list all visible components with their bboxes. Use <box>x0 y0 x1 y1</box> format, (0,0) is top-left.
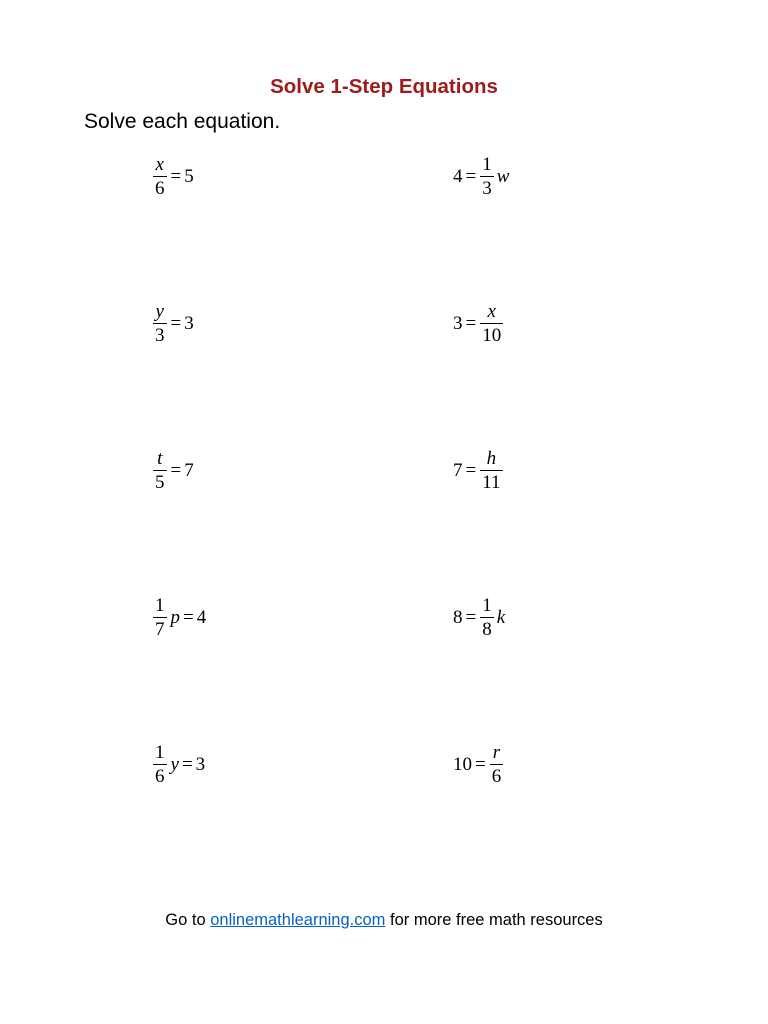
worksheet-title: Solve 1-Step Equations <box>270 75 498 98</box>
equals-sign: = <box>465 607 477 628</box>
denominator: 3 <box>155 325 165 346</box>
fraction <box>153 155 167 198</box>
equals-sign: = <box>475 754 486 775</box>
denominator: 7 <box>155 619 165 640</box>
left-side: 3 <box>453 313 463 334</box>
left-side: 10 <box>453 754 472 775</box>
numerator: 1 <box>155 595 165 616</box>
equals-sign: = <box>181 754 193 775</box>
fraction <box>480 596 494 639</box>
equation-right-3 <box>453 449 504 492</box>
denominator: 11 <box>482 472 501 493</box>
denominator: 6 <box>155 766 165 787</box>
equals-sign: = <box>465 166 477 187</box>
denominator: 6 <box>155 178 165 199</box>
fraction <box>480 449 502 492</box>
numerator: h <box>486 448 497 469</box>
numerator: x <box>487 301 496 322</box>
denominator: 5 <box>155 472 165 493</box>
equation-right-1 <box>453 155 509 198</box>
footer-text <box>0 911 768 930</box>
denominator: 6 <box>491 766 502 787</box>
left-side: 4 <box>453 166 463 187</box>
numerator: x <box>155 154 164 175</box>
right-side: 5 <box>184 166 194 187</box>
left-side: 7 <box>453 460 463 481</box>
numerator: 1 <box>482 595 492 616</box>
equation-left-5 <box>152 743 205 786</box>
equals-sign: = <box>170 460 182 481</box>
numerator: r <box>492 742 501 763</box>
numerator: 1 <box>155 742 165 763</box>
equals-sign: = <box>170 313 182 334</box>
equals-sign: = <box>183 607 194 628</box>
denominator: 8 <box>482 619 492 640</box>
equals-sign: = <box>170 166 182 187</box>
fraction <box>153 449 167 492</box>
denominator: 10 <box>482 325 502 346</box>
equals-sign: = <box>465 460 477 481</box>
fraction <box>480 302 503 345</box>
equation-left-2 <box>152 302 194 345</box>
left-side: 8 <box>453 607 463 628</box>
variable: p <box>170 607 180 628</box>
fraction <box>480 155 494 198</box>
equation-left-4 <box>152 596 206 639</box>
right-side: 3 <box>195 754 206 775</box>
instruction-text: Solve each equation. <box>84 110 281 133</box>
numerator: y <box>155 301 164 322</box>
numerator: t <box>157 448 163 469</box>
right-side: 3 <box>184 313 194 334</box>
footer-prefix: Go to <box>165 911 211 929</box>
right-side: 7 <box>184 460 194 481</box>
fraction <box>153 596 167 639</box>
denominator: 3 <box>482 178 492 199</box>
fraction <box>153 743 167 786</box>
variable: k <box>496 607 506 628</box>
equation-left-1 <box>152 155 194 198</box>
variable: w <box>496 166 510 187</box>
footer-suffix: for more free math resources <box>385 911 603 929</box>
fraction <box>153 302 167 345</box>
numerator: 1 <box>482 154 492 175</box>
equals-sign: = <box>465 313 477 334</box>
fraction <box>490 743 504 786</box>
equation-left-3 <box>152 449 194 492</box>
right-side: 4 <box>196 607 207 628</box>
equation-right-4 <box>453 596 505 639</box>
equation-right-2 <box>453 302 504 345</box>
variable: y <box>170 754 179 775</box>
footer-link[interactable]: onlinemathlearning.com <box>210 911 386 929</box>
equation-right-5 <box>453 743 504 786</box>
